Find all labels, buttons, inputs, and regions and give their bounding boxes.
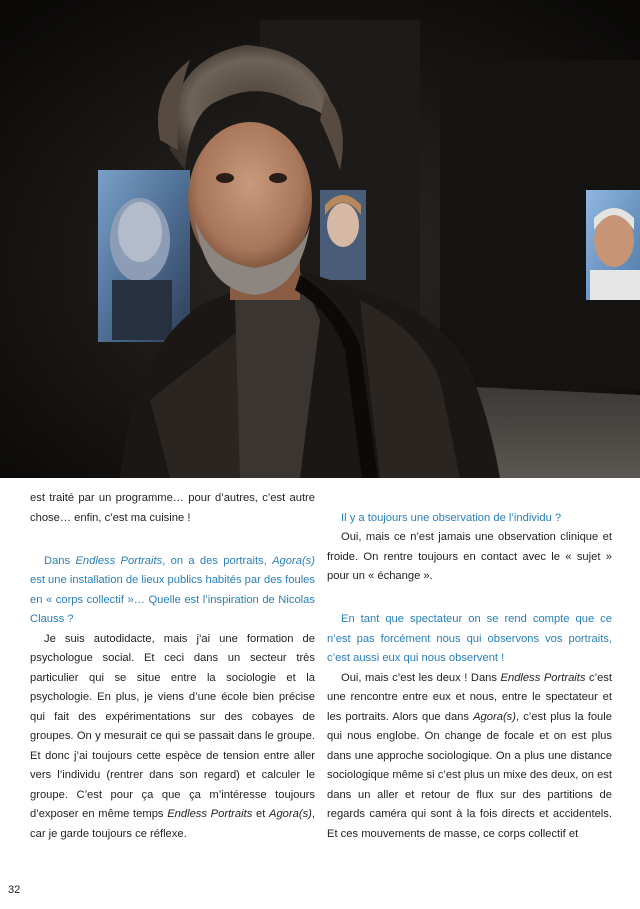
a1-text-2: et [252,808,269,820]
a1-title-endless-portraits: Endless Portraits [167,808,253,820]
a3-text-3: , c’est plus la foule qui nous englobe. On change de focale et on est plus dans une approche sociologique. On a plus une distance sociologique même si c’est plus un mixe des deux, on est dans un aller et retour de flux sur des partitions de regards caméra qui sont à la fois directs et accidentels. Et ces mouvements de masse, ce corps collectif et [327,710,612,840]
question-observation: Il y a toujours une observation de l’individu ? [341,511,562,524]
screen-portrait-middle [320,190,366,280]
a3-title-agoras: Agora(s) [473,710,516,723]
left-column [30,489,315,844]
q1-title-endless-portraits: Endless Portraits [75,554,163,567]
q1-text-1: Dans [44,554,76,567]
a3-text-2: c’est une rencontre entre eux et nous, entre le spectateur et les portraits. Alors que dans [327,671,612,723]
a3-title-endless-portraits: Endless Portraits [500,671,586,684]
paragraph-continuation: est traité par un programme… pour d’autres, c’est autre chose… enfin, c’est ma cuisine ! [30,492,315,524]
answer-observation: Oui, mais ce n’est jamais une observation clinique et froide. On rentre toujours en contact avec le « sujet » pour un « échange ». [327,531,612,582]
a1-title-agoras: Agora(s) [268,808,312,820]
screen-portrait-left [98,170,190,342]
answer-autodidacte [30,630,315,845]
answer-les-deux [327,669,612,845]
q1-title-agoras: Agora(s) [272,554,315,567]
page-number: 32 [8,884,21,896]
screen-portrait-right [586,190,640,300]
q1-text-3: est une installation de lieux publics habités par des foules en « corps collectif »… Quelle est l’inspiration de Nicolas Clauss ? [30,574,315,625]
right-column [327,489,612,844]
question-endless-portraits [30,552,315,630]
a1-text-3: , car je garde toujours ce réflexe. [30,808,315,840]
q1-text-2: , on a des portraits, [162,554,273,567]
a3-text-1: Oui, mais c’est les deux ! Dans [341,671,501,684]
question-spectateur: En tant que spectateur on se rend compte que ce n’est pas forcément nous qui observons vos portraits, c’est aussi eux qui nous observent ! [327,613,612,664]
a1-text-1: Je suis autodidacte, mais j’ai une formation de psychologue social. Et ceci dans un secteur très particulier qui se situe entre la sociologie et la psychologie. En plus, je viens d’une école bien précise qui fait des expérimentations sur des cobayes de groupes. On y mesurait ce qui se passait dans le groupe. Et donc j’ai toujours cette espèce de tension entre aller vers l’individu (rentrer dans son regard) et calculer le groupe. C’est pour ça que ça m’intéresse toujours d’exposer en même temps [30,632,315,820]
